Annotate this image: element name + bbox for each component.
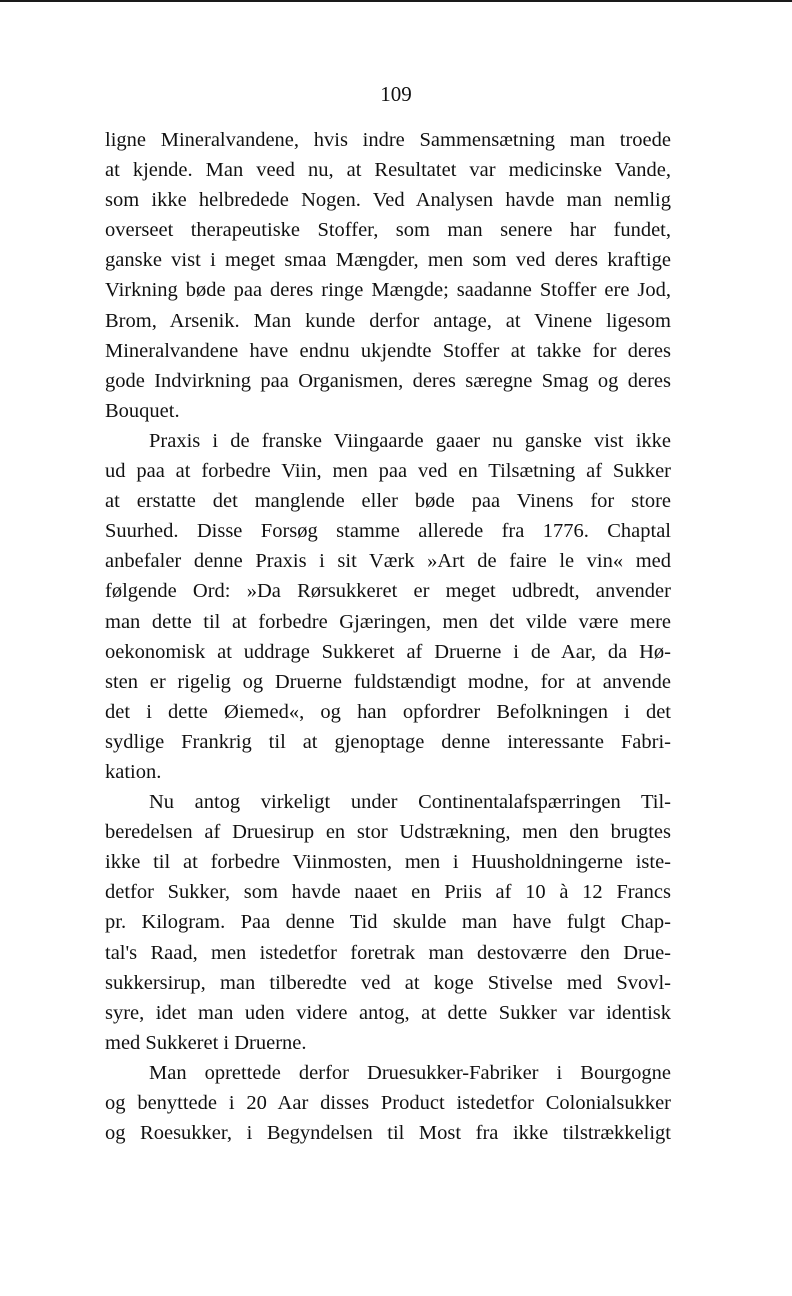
text-line: at kjende. Man veed nu, at Resultatet var medicinske Vande, [105,159,671,182]
text-line: ud paa at forbedre Viin, men paa ved en Tilsætning af Sukker [105,460,671,483]
text-line: følgende Ord: »Da Rørsukkeret er meget udbredt, anvender [105,580,671,603]
text-line: sydlige Frankrig til at gjenoptage denne interessante Fabri- [105,730,671,753]
text-line: ikke til at forbedre Viinmosten, men i Huusholdningerne iste- [105,851,671,874]
text-line: Virkning bøde paa deres ringe Mængde; saadanne Stoffer ere Jod, [105,279,671,302]
body-text [105,125,671,1148]
text-line: som ikke helbredede Nogen. Ved Analysen havde man nemlig [105,189,671,212]
text-line: Praxis i de franske Viingaarde gaaer nu ganske vist ikke [149,429,671,452]
top-border-rule [0,0,792,2]
paragraph [105,426,671,787]
text-line: med Sukkeret i Druerne. [105,1031,307,1054]
text-line: Suurhed. Disse Forsøg stamme allerede fra 1776. Chaptal [105,520,671,543]
text-line: syre, idet man uden videre antog, at dette Sukker var identisk [105,1001,671,1024]
text-line: Mineralvandene have endnu ukjendte Stoffer at takke for deres [105,339,671,362]
text-line: ganske vist i meget smaa Mængder, men som ved deres kraftige [105,249,671,272]
text-line: at erstatte det manglende eller bøde paa Vinens for store [105,490,671,513]
text-line: detfor Sukker, som havde naaet en Priis af 10 à 12 Francs [105,881,671,904]
page-number: 109 [380,82,412,106]
text-line: og Roesukker, i Begyndelsen til Most fra ikke tilstrækkeligt [105,1122,671,1145]
text-line: Nu antog virkeligt under Continentalafspærringen Til- [149,791,671,814]
text-line: Brom, Arsenik. Man kunde derfor antage, at Vinene ligesom [105,309,671,332]
text-line: det i dette Øiemed«, og han opfordrer Befolkningen i det [105,700,671,723]
paragraph [105,787,671,1058]
text-line: beredelsen af Druesirup en stor Udstrækning, men den brugtes [105,821,671,844]
paragraph [105,1058,671,1148]
text-line: tal's Raad, men istedetfor foretrak man destoværre den Drue- [105,941,671,964]
text-line: Man oprettede derfor Druesukker-Fabriker i Bourgogne [149,1061,671,1084]
text-line: Bouquet. [105,399,180,422]
text-line: ligne Mineralvandene, hvis indre Sammensætning man troede [105,129,671,151]
text-line: oekonomisk at uddrage Sukkeret af Druerne i de Aar, da Hø- [105,640,671,663]
text-line: man dette til at forbedre Gjæringen, men det vilde være mere [105,610,671,633]
text-line: gode Indvirkning paa Organismen, deres særegne Smag og deres [105,369,671,392]
text-line: sten er rigelig og Druerne fuldstændigt modne, for at anvende [105,670,671,693]
text-line: sukkersirup, man tilberedte ved at koge Stivelse med Svovl- [105,971,671,994]
text-line: kation. [105,760,162,783]
paragraph [105,125,671,426]
text-line: og benyttede i 20 Aar disses Product istedetfor Colonialsukker [105,1092,671,1114]
text-line: anbefaler denne Praxis i sit Værk »Art de faire le vin« med [105,550,671,573]
text-line: overseet therapeutiske Stoffer, som man senere har fundet, [105,219,671,242]
text-line: pr. Kilogram. Paa denne Tid skulde man have fulgt Chap- [105,911,671,934]
